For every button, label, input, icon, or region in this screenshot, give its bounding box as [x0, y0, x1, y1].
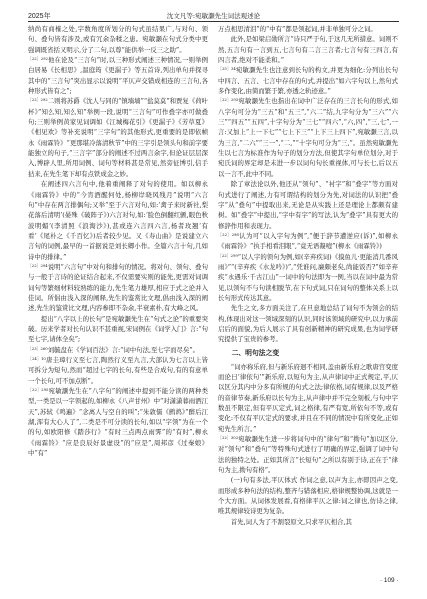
paragraph: 万点相思清泪”的“中有”都是领起词,并非单独可分之词。: [218, 25, 377, 33]
citation: ［22］295: [28, 386, 49, 392]
paragraph: $^{[22]292}$二则将苏爵《沈人与同的“镇墙墙”“盐莫莫”和贾复《荷叶杯》”知么知,知么知”举例一段,说明“三言句”可作叠字亦可做叠句;三则举例黄家见词调如《江城梅花引》《更漏子》《芳草夏》《相见欢》等补充说明“三字句”的其他形式,更重要的是即依帧永《雨霖铃》“更那堪冷落清秋节”中的三字引是领头句和前字要能独立的句子,“三言字”部分的阐述不过两言余字,但论证层层深入,博辟人里,所用词例、词句等材料甚是常见,然旁征博引,信手拈来,在先生笔下却有点铁成金之妙。: [28, 97, 208, 178]
paragraph: $^{[22]295}$宛敏灏先生在“八字句”的阐述中提到不能分读的两种类型,一类是以一字领起的,如柳永《八声甘州》中“对潇潇暮雨洒江天”,苏轼《鸣遍》“念离人与空自的叫”;“朱敦儒《鹧鸪》”醉后江湖,浑有大心人了”,二类是不可分读的长句,如以“字领”为在一个的句,如欧阳修《踏莎行》“有时三点两点雨霁”的“有时”,柳永《雨霖铃》“应是良辰好景虚设”的“应是”,周邦彦《过秦娘》中“有”: [28, 386, 208, 458]
paragraph: $^{[22]292}$他在论及“三言句”时,以三种形式阐述三种情况,一则举例白居易《长相思》,温庭筠《更漏子》等五首诗,列出单句并探寻其中的“三言句”突出显示以说明“平仄声交错成相连的三言句,各种形式皆有之”;: [28, 55, 208, 96]
citation: ［22］293: [218, 97, 239, 103]
header-rule: [28, 21, 399, 22]
header-year: 2025年: [28, 13, 51, 20]
citation: ［22］298: [218, 231, 239, 237]
right-column: [218, 24, 398, 527]
citation: ［22］292: [28, 97, 48, 103]
paragraph: $^{[22]294}$说明“六言句”中对句和排句的情况。将对句、领句、叠句与一般于言诗的论证结合起来,不仅需要实则的能先,更需对词调词句等繁细材料较熟练的能力,先生笔力雄厚,相应于式之论并入佳词。所倡由浅入深的阐释,先生的鉴赏比文理,倡由浅入深的阐述,先生的鉴赏比文理,内容参即不杂余,半衰素朴,有大峰之风。: [28, 262, 208, 313]
citation: ［22］299: [218, 252, 238, 258]
citation: ［24］10: [28, 355, 46, 361]
paragraph: $^{[25]34}$宛敏灏先生也注意到长句的构文,并更为细化:分列出长句中四言、五言、七言中存在的句式,并提出“如六字句以上,然句式多作变化,由简而繁于繁,亦透之轨迹意。”: [218, 66, 398, 96]
paragraph: (一)句有多法,平仄体式 作词之意,以声为主,亦即因声之变,而形成多种句法的结构,整齐与错落相应,格律规整协调,这就是一个大方面。从词体发展看,有格律平仄之律:词之律也,仿诗之律,唯其规律较诗更为复杂。: [218, 476, 398, 516]
paragraph: “词亦称乐府,但与新乐府迥不相同,盖由新乐府之歌唐宫变度而论曰‘律依句’”新乐府,以短句为主,从声律词中正式规定,平,仄以区分其内中分多有所规的句式之法;律依格,词有规律,以及严格的音律节奏,新乐府以长句为主,从声律中并不完全刻板,与句中字数虽不限定,但有平仄定式,词之格律,有严有宽,所依句不等,或有变化:不仅有平仄定式的要求,并且在不同的情况中有所变化,正如宛先生所言。”: [218, 362, 398, 433]
citation: ［22］294: [28, 262, 48, 268]
paragraph: 先生之文,多方面关注了,在旦意地总结了词句不为领会的结构,体现出对这一领域深刻的认识,同时该领域的研究中,以力承前启后的面貌,为后人展示了具有创新精神的研究成果,也为词学研究提供了宝贵的参考。: [218, 304, 398, 344]
paragraph: $^{[23]260}$刘毓盘在《学词百法》言:“词中句法,至七字而尽矣”。: [28, 345, 199, 354]
paragraph: $^{[22]293}$宛敏灏先生也指出在词中广泛存在的三言长句的形式,如八字句可分为“三五”和“五三”,“六二”结,九字句分为“三六”“六三”“四五”“五四”,十字句分为“三七”“四六”,“六,四”,“三,七”,一言:又加上“上一下七”“七上下三”“上下三上四下”,宛敏灏三言,以为三言,“二六”“三一”,“二,”“十字句可分为“三,”。虽然宛敏灏先生以七言为标准作为句子的划分方法,但使其字句单位划分,对于宛氏词的界定却是未进一步以词句句长重视体,可与长七,后以五以一言不,此中不同。: [218, 97, 398, 178]
citation: ［25］34: [218, 66, 236, 72]
paragraph: 此外,是如梁启勋所言“诗只严于句,于这几无所措意。词则不然,五言句有一言到五,七言句有二言三言者;七言句有三四言,有四言者,绝对不能柔和。”: [218, 35, 398, 65]
paragraph: $^{[24]10}$唐圭璋行义至七言,陶然行义至九言,大部认为七言以上皆可拆分为短句,然而“超过七字的长句,有些是合成句,有的有意单一个长句,可不加点断”。: [28, 355, 208, 385]
section-heading: 二、明句法之变: [231, 348, 280, 357]
left-column: [28, 24, 208, 458]
citation: ［22］302: [218, 434, 239, 440]
paragraph: $^{[22]302}$宛敏灏先生进一步将词句中的“律句”和“拗句”加以区分,对“领句”和“叠句”等特殊句式进行了明确的界定,强调了词中句法的独特之处。正如其所言“长短句”之所以有别于诗,正在于“律句为主,拗句有格”。: [218, 434, 398, 475]
page-number: · 109 ·: [380, 577, 399, 584]
citation: ［23］260: [28, 345, 48, 351]
paragraph: $^{[22]298}$认为可“以入字句为例”,“便于辞节遭逆应(诉)”,如柳永《雨霖铃》“执手相看泪眼”,“竟无语凝噎”(柳永《雨霖铃》): [218, 231, 398, 251]
paragraph: 纳尚有商榷之处,字数角度所划分的句式虽结果广,与对句、领句、叠句皆有涉及,或有冗余杂糅之患。宛敏灏在句式分类中更强调既省括又明示,分了二句,以尊“能供举一反三之助”。: [28, 25, 208, 54]
paragraph: 除了章法论以外,他还从“领句”、“衬字”和“叠字”等方面对句式进行了阐述,力有可谓结构的划分为先,对词法的认识把“叠字”从“叠句”中提取出来,无论是从实践上还是理论上都颇有建树。如“叠字”中提出,“字中有字”的写法,认为“叠字”具有更大的修辞作用和表现力。: [218, 180, 398, 230]
paragraph: 提出“八字以上的长句”是宛敏灏先生在“句式之论”的重要突破。历来学者对长句认识不甚重视,宋词例在《词学入门》言:“句至七字,请体全矣”;: [28, 314, 208, 344]
citation: ［22］292: [28, 55, 48, 61]
paragraph: $^{[22]299}$“以人字的领句为例,如(辛弃疾词)《摸鱼儿·更能消几番风雨》”“(辛弃疾《水龙吟》)”,“凭谁问,廉颇老矣,尚能饭否?”如辛弃疾“永遇乐·千古江山”一词中的句法即为一例,当以在词中最为常见,以领句不与句读相脱节,在下句式词,只在词句的整体关系上以长句形式传达其意。: [218, 252, 398, 302]
paragraph: 首先,词人为了不割裂原文,只求平仄相合,其: [230, 517, 352, 526]
paragraph: 在阐述四六言句中,他着重阐释了对句的使用。如以柳永《雨霖铃》中的“今宵酒醒何处,杨柳岸晓风残月”说明“六言句”中存在两言排偶句;又举“至于六言对句,如:‘禽子来时新社,梨花落后清明’(晏殊《破阵子》)六言对句,如:‘脸色倒翻红颤,眼色秋波明媚’(李清照《浪淘沙》),甚或连六言四六言,杨者玫翘‘有看’《尾朴之《千百忆》)后者较少见。又《寿山曲》是说建立六言句的词例,最早的一首据说是刘长卿小作。全篇六言十句,几如诗中的排律。”: [28, 180, 208, 261]
header-title: 沈文凡等:宛敏灏先生词法观述论: [166, 12, 261, 20]
